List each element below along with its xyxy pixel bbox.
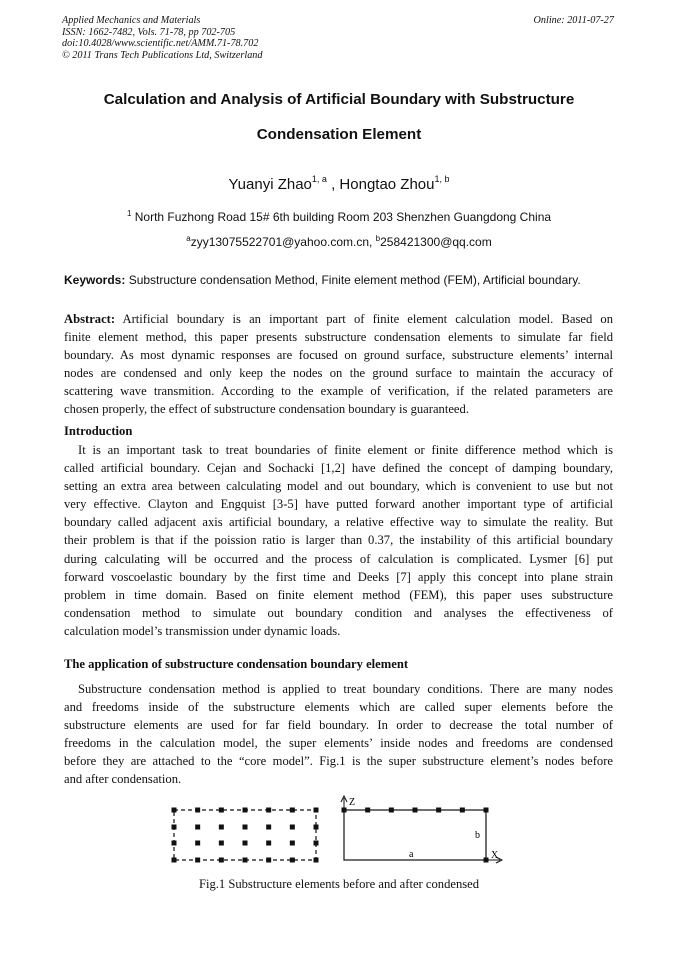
- issn-line: ISSN: 1662-7482, Vols. 71-78, pp 702-705: [62, 26, 236, 38]
- affiliation-marker: 1: [126, 209, 132, 218]
- node-marker: [243, 841, 248, 846]
- intro-line: boundary called adjacent axis artificial boundary, a relative effective way to simulate the reality. But: [64, 515, 613, 530]
- author-emails: [40, 234, 638, 249]
- intro-line: condensation method to simulate out boundary condition and analyses the effectiveness of: [64, 605, 613, 620]
- paper-title-line-2: Condensation Element: [256, 126, 422, 143]
- intro-line: It is an important task to treat boundaries of finite element or finite difference method which is: [78, 443, 613, 457]
- node-marker: [314, 841, 319, 846]
- abstract-line: finite element method, this paper presents substructure condensation elements to simulate far field: [64, 330, 613, 345]
- node-marker: [460, 808, 465, 813]
- section-line: and freedoms inside of the substructure elements which are called super elements before the: [64, 700, 613, 715]
- node-marker: [290, 841, 295, 846]
- internal-nodes: [172, 808, 319, 863]
- author-separator: ,: [326, 176, 340, 193]
- section-line: freedoms in the calculation model, the super elements’ inside nodes and freedoms are condensed: [64, 736, 613, 751]
- copyright-line: © 2011 Trans Tech Publications Ltd, Switzerland: [62, 49, 263, 61]
- intro-line: calculation model’s transmission under dynamic loads.: [64, 623, 341, 638]
- node-marker: [195, 858, 200, 863]
- figure-1-diagram: [160, 792, 520, 870]
- journal-header: [62, 15, 262, 61]
- section-line: substructure elements are used for far field boundary. In order to decrease the total number of: [64, 718, 613, 733]
- width-label: a: [409, 849, 414, 860]
- node-marker: [314, 808, 319, 813]
- abstract-line: nodes are condensed and only keep the nodes on the ground surface to maintain the accuracy of: [64, 366, 613, 381]
- surface-nodes: [342, 808, 489, 863]
- node-marker: [290, 808, 295, 813]
- node-marker: [195, 808, 200, 813]
- intro-line: forward voscoelastic boundary by the first time and Deeks [7] apply this concept into plane strain: [64, 569, 613, 584]
- abstract-line: chosen properly, the effect of substructure condensation boundary is guaranteed.: [64, 402, 469, 417]
- node-marker: [172, 808, 177, 813]
- section-body: [64, 680, 613, 789]
- node-marker: [172, 841, 177, 846]
- keywords-text: Substructure condensation Method, Finite element method (FEM), Artificial boundary.: [125, 273, 581, 287]
- paper-title-line-1: Calculation and Analysis of Artificial Boundary with Substructure: [103, 91, 575, 108]
- super-element-before: [174, 810, 316, 860]
- abstract: [64, 310, 613, 419]
- abstract-label: Abstract:: [64, 312, 116, 326]
- z-axis-label: Z: [349, 797, 356, 808]
- author-1-name: Yuanyi Zhao: [228, 176, 312, 193]
- node-marker: [243, 825, 248, 830]
- node-marker: [243, 808, 248, 813]
- intro-line: problem in time domain. Based on finite element method (FEM), this paper uses substructure: [64, 587, 613, 602]
- section-line: Substructure condensation method is applied to treat boundary conditions. There are many nodes: [78, 682, 613, 696]
- node-marker: [365, 808, 370, 813]
- node-marker: [413, 808, 418, 813]
- author-list: [40, 174, 638, 193]
- node-marker: [484, 808, 489, 813]
- node-marker: [219, 858, 224, 863]
- node-marker: [195, 825, 200, 830]
- author-2-affil: 1, b: [434, 174, 450, 184]
- introduction-heading: Introduction: [64, 424, 133, 438]
- abstract-line: boundary. As most dynamic responses are focused on ground surface, substructure elements’ internal: [64, 348, 613, 363]
- intro-line: during calculating will be occurred and the process of calculation is complicated. Lysmer [6] put: [64, 551, 613, 566]
- node-marker: [219, 841, 224, 846]
- section-line: before they are attached to the “core model”. Fig.1 is the super substructure element’s nodes before: [64, 754, 613, 769]
- email-a[interactable]: zyy13075522701@yahoo.com.cn,: [190, 235, 376, 249]
- node-marker: [436, 808, 441, 813]
- node-marker: [314, 825, 319, 830]
- figure-1-caption: Fig.1 Substructure elements before and after condensed: [198, 877, 480, 891]
- node-marker: [172, 858, 177, 863]
- node-marker: [195, 841, 200, 846]
- super-element-after: [344, 810, 486, 860]
- node-marker: [243, 858, 248, 863]
- email-a-marker: a: [186, 234, 191, 243]
- node-marker: [314, 858, 319, 863]
- node-marker: [290, 858, 295, 863]
- email-b[interactable]: 258421300@qq.com: [380, 235, 492, 249]
- node-marker: [266, 825, 271, 830]
- section-line: and after condensation.: [64, 772, 182, 787]
- intro-line: very effective. Clayton and Engquist [3-5] have putted forward another important type of artificial: [64, 497, 613, 512]
- email-b-marker: b: [375, 234, 381, 243]
- height-label: b: [475, 830, 480, 841]
- node-marker: [266, 808, 271, 813]
- keywords-label: Keywords:: [64, 273, 126, 287]
- node-marker: [219, 808, 224, 813]
- affiliation-text: North Fuzhong Road 15# 6th building Room 203 Shenzhen Guangdong China: [131, 210, 552, 224]
- introduction-body: [64, 441, 613, 640]
- x-axis-label: X: [491, 850, 499, 861]
- node-marker: [172, 825, 177, 830]
- journal-name: Applied Mechanics and Materials: [62, 15, 201, 26]
- intro-line: called artificial boundary. Cejan and Sochacki [1,2] have defined the concept of damping boundary,: [64, 461, 613, 476]
- author-1-affil: 1, a: [311, 174, 327, 184]
- abstract-line: scattering wave transmition. According to the example of verification, if the related parameters are: [64, 384, 613, 399]
- node-marker: [266, 841, 271, 846]
- section-heading: The application of substructure condensation boundary element: [64, 657, 409, 671]
- abstract-line: Abstract: Artificial boundary is an important part of finite element calculation model. Based on: [64, 312, 613, 326]
- online-date: Online: 2011-07-27: [533, 15, 614, 26]
- node-marker: [290, 825, 295, 830]
- node-marker: [389, 808, 394, 813]
- node-marker: [266, 858, 271, 863]
- doi-line[interactable]: doi:10.4028/www.scientific.net/AMM.71-78.702: [62, 38, 259, 49]
- affiliation: [40, 209, 638, 224]
- node-marker: [219, 825, 224, 830]
- author-2-name: Hongtao Zhou: [339, 176, 435, 193]
- keywords: [64, 273, 624, 287]
- intro-line: setting an extra area between calculating model and out boundary, which is convenient to use but not: [64, 479, 613, 494]
- intro-line: their problem is that if the poission ratio is larger than 0.37, the instability of this artificial boundary: [64, 533, 613, 548]
